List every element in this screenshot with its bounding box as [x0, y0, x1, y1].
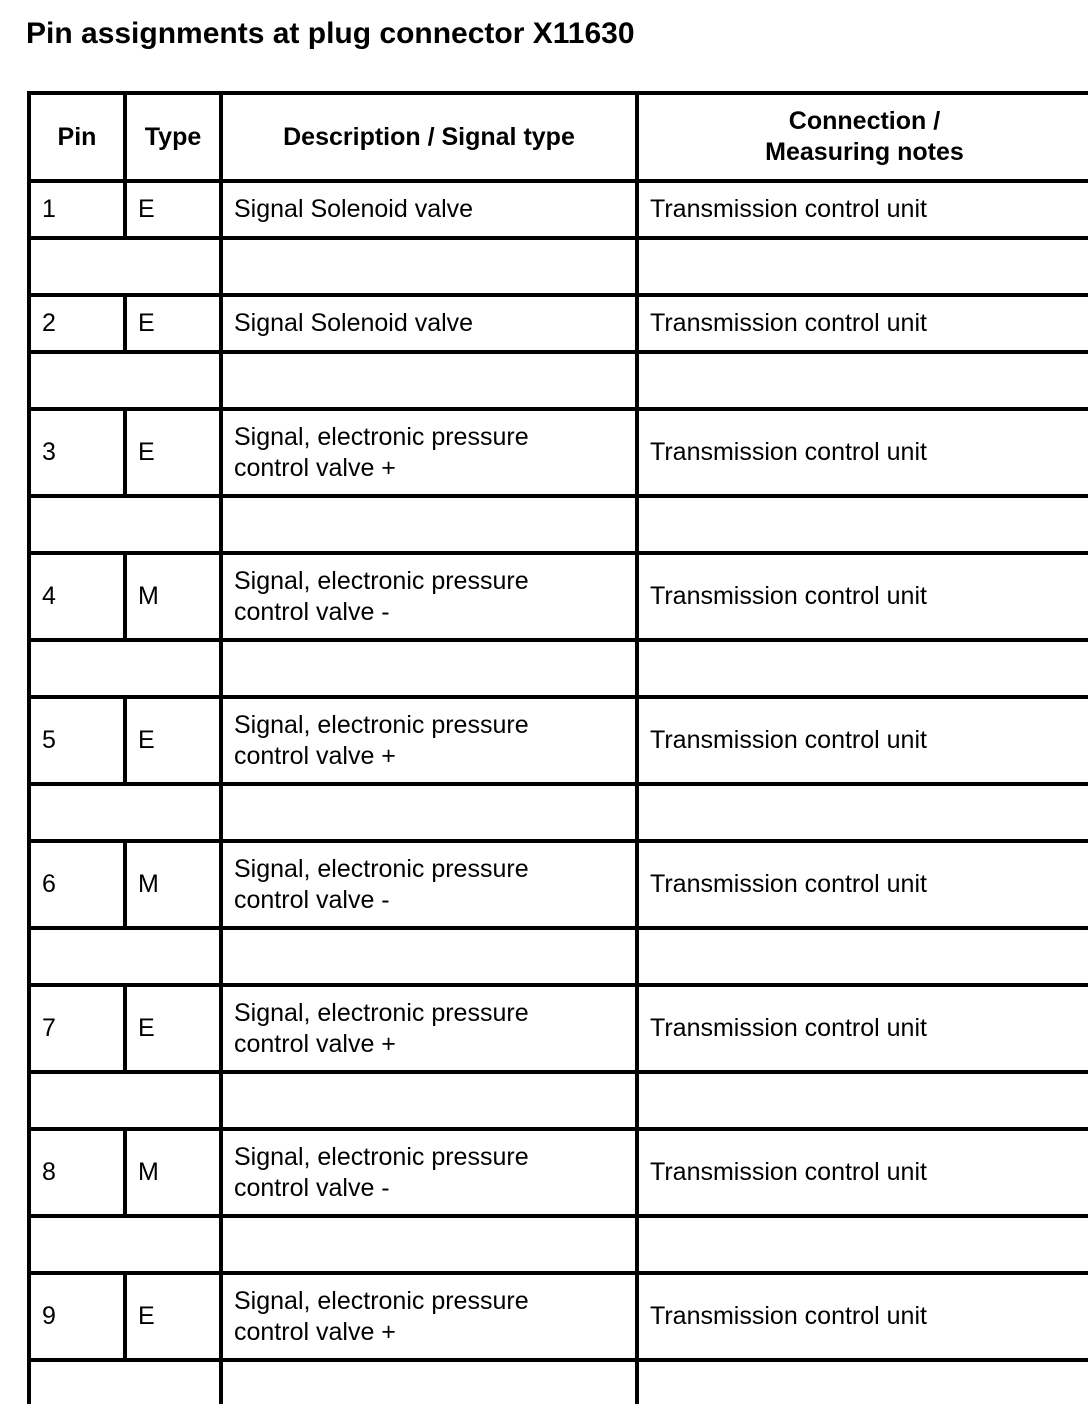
spacer-cell: [221, 1072, 637, 1129]
connection-cell: Transmission control unit: [637, 697, 1088, 784]
description-line: Signal Solenoid valve: [234, 309, 474, 337]
spacer-cell: [221, 496, 637, 553]
type-cell: M: [125, 841, 221, 928]
spacer-cell: [29, 1216, 221, 1273]
spacer-cell: [637, 496, 1088, 553]
header-type: Type: [125, 93, 221, 181]
spacer-cell: [221, 640, 637, 697]
description-line: control valve -: [234, 1173, 390, 1202]
spacer-cell: [29, 1072, 221, 1129]
spacer-cell: [221, 352, 637, 409]
pin-cell: 6: [29, 841, 125, 928]
connection-cell: Transmission control unit: [637, 553, 1088, 640]
connection-cell: Transmission control unit: [637, 841, 1088, 928]
connection-cell: Transmission control unit: [637, 295, 1088, 352]
connection-cell: Transmission control unit: [637, 409, 1088, 496]
spacer-cell: [221, 784, 637, 841]
spacer-row: [29, 1360, 1088, 1404]
spacer-cell: [637, 1360, 1088, 1404]
description-cell: [221, 181, 637, 238]
spacer-cell: [221, 238, 637, 295]
pin-cell: 4: [29, 553, 125, 640]
spacer-cell: [29, 640, 221, 697]
spacer-cell: [29, 784, 221, 841]
header-connection: [637, 93, 1088, 181]
pin-cell: 1: [29, 181, 125, 238]
description-line: Signal, electronic pressure: [234, 422, 529, 451]
table-row: [29, 985, 1088, 1072]
connection-cell: Transmission control unit: [637, 985, 1088, 1072]
spacer-cell: [221, 1216, 637, 1273]
description-cell: [221, 697, 637, 784]
description-line: control valve +: [234, 1317, 396, 1346]
type-cell: E: [125, 409, 221, 496]
spacer-cell: [637, 784, 1088, 841]
spacer-cell: [637, 928, 1088, 985]
spacer-row: [29, 784, 1088, 841]
spacer-cell: [221, 1360, 637, 1404]
header-connection-line1: Connection /: [788, 107, 941, 135]
page-title: Pin assignments at plug connector X11630: [26, 17, 635, 50]
connection-cell: Transmission control unit: [637, 181, 1088, 238]
pin-cell: 9: [29, 1273, 125, 1360]
connection-cell: Transmission control unit: [637, 1273, 1088, 1360]
spacer-row: [29, 496, 1088, 553]
description-line: control valve +: [234, 453, 396, 482]
table-header-row: [29, 93, 1088, 181]
table-row: [29, 697, 1088, 784]
description-cell: [221, 553, 637, 640]
spacer-cell: [221, 928, 637, 985]
spacer-cell: [29, 1360, 221, 1404]
description-line: Signal Solenoid valve: [234, 195, 474, 223]
description-line: control valve +: [234, 741, 396, 770]
spacer-row: [29, 238, 1088, 295]
pin-cell: 8: [29, 1129, 125, 1216]
pin-assignment-table: [27, 91, 1088, 1404]
description-cell: [221, 1129, 637, 1216]
header-pin: Pin: [29, 93, 125, 181]
description-cell: [221, 295, 637, 352]
description-cell: [221, 841, 637, 928]
pin-cell: 2: [29, 295, 125, 352]
type-cell: E: [125, 1273, 221, 1360]
table-row: [29, 841, 1088, 928]
description-line: control valve -: [234, 885, 390, 914]
description-line: Signal, electronic pressure: [234, 710, 529, 739]
description-line: Signal, electronic pressure: [234, 1142, 529, 1171]
table-row: [29, 181, 1088, 238]
description-cell: [221, 1273, 637, 1360]
table-row: [29, 1273, 1088, 1360]
spacer-cell: [637, 1216, 1088, 1273]
pin-cell: 7: [29, 985, 125, 1072]
description-line: Signal, electronic pressure: [234, 998, 529, 1027]
connection-cell: Transmission control unit: [637, 1129, 1088, 1216]
type-cell: M: [125, 1129, 221, 1216]
type-cell: E: [125, 985, 221, 1072]
description-line: control valve -: [234, 597, 390, 626]
table-row: [29, 1129, 1088, 1216]
table-row: [29, 553, 1088, 640]
table-row: [29, 295, 1088, 352]
spacer-cell: [29, 496, 221, 553]
spacer-row: [29, 928, 1088, 985]
description-line: Signal, electronic pressure: [234, 566, 529, 595]
header-description: Description / Signal type: [221, 93, 637, 181]
spacer-row: [29, 640, 1088, 697]
type-cell: M: [125, 553, 221, 640]
description-line: Signal, electronic pressure: [234, 1286, 529, 1315]
table-row: [29, 409, 1088, 496]
description-line: control valve +: [234, 1029, 396, 1058]
spacer-row: [29, 352, 1088, 409]
spacer-cell: [29, 352, 221, 409]
type-cell: E: [125, 295, 221, 352]
spacer-cell: [637, 640, 1088, 697]
spacer-cell: [637, 238, 1088, 295]
description-cell: [221, 409, 637, 496]
header-connection-line2: Measuring notes: [765, 138, 964, 166]
spacer-cell: [637, 352, 1088, 409]
pin-cell: 3: [29, 409, 125, 496]
spacer-cell: [29, 928, 221, 985]
pin-cell: 5: [29, 697, 125, 784]
type-cell: E: [125, 181, 221, 238]
spacer-row: [29, 1072, 1088, 1129]
description-cell: [221, 985, 637, 1072]
spacer-cell: [29, 238, 221, 295]
spacer-row: [29, 1216, 1088, 1273]
spacer-cell: [637, 1072, 1088, 1129]
type-cell: E: [125, 697, 221, 784]
description-line: Signal, electronic pressure: [234, 854, 529, 883]
